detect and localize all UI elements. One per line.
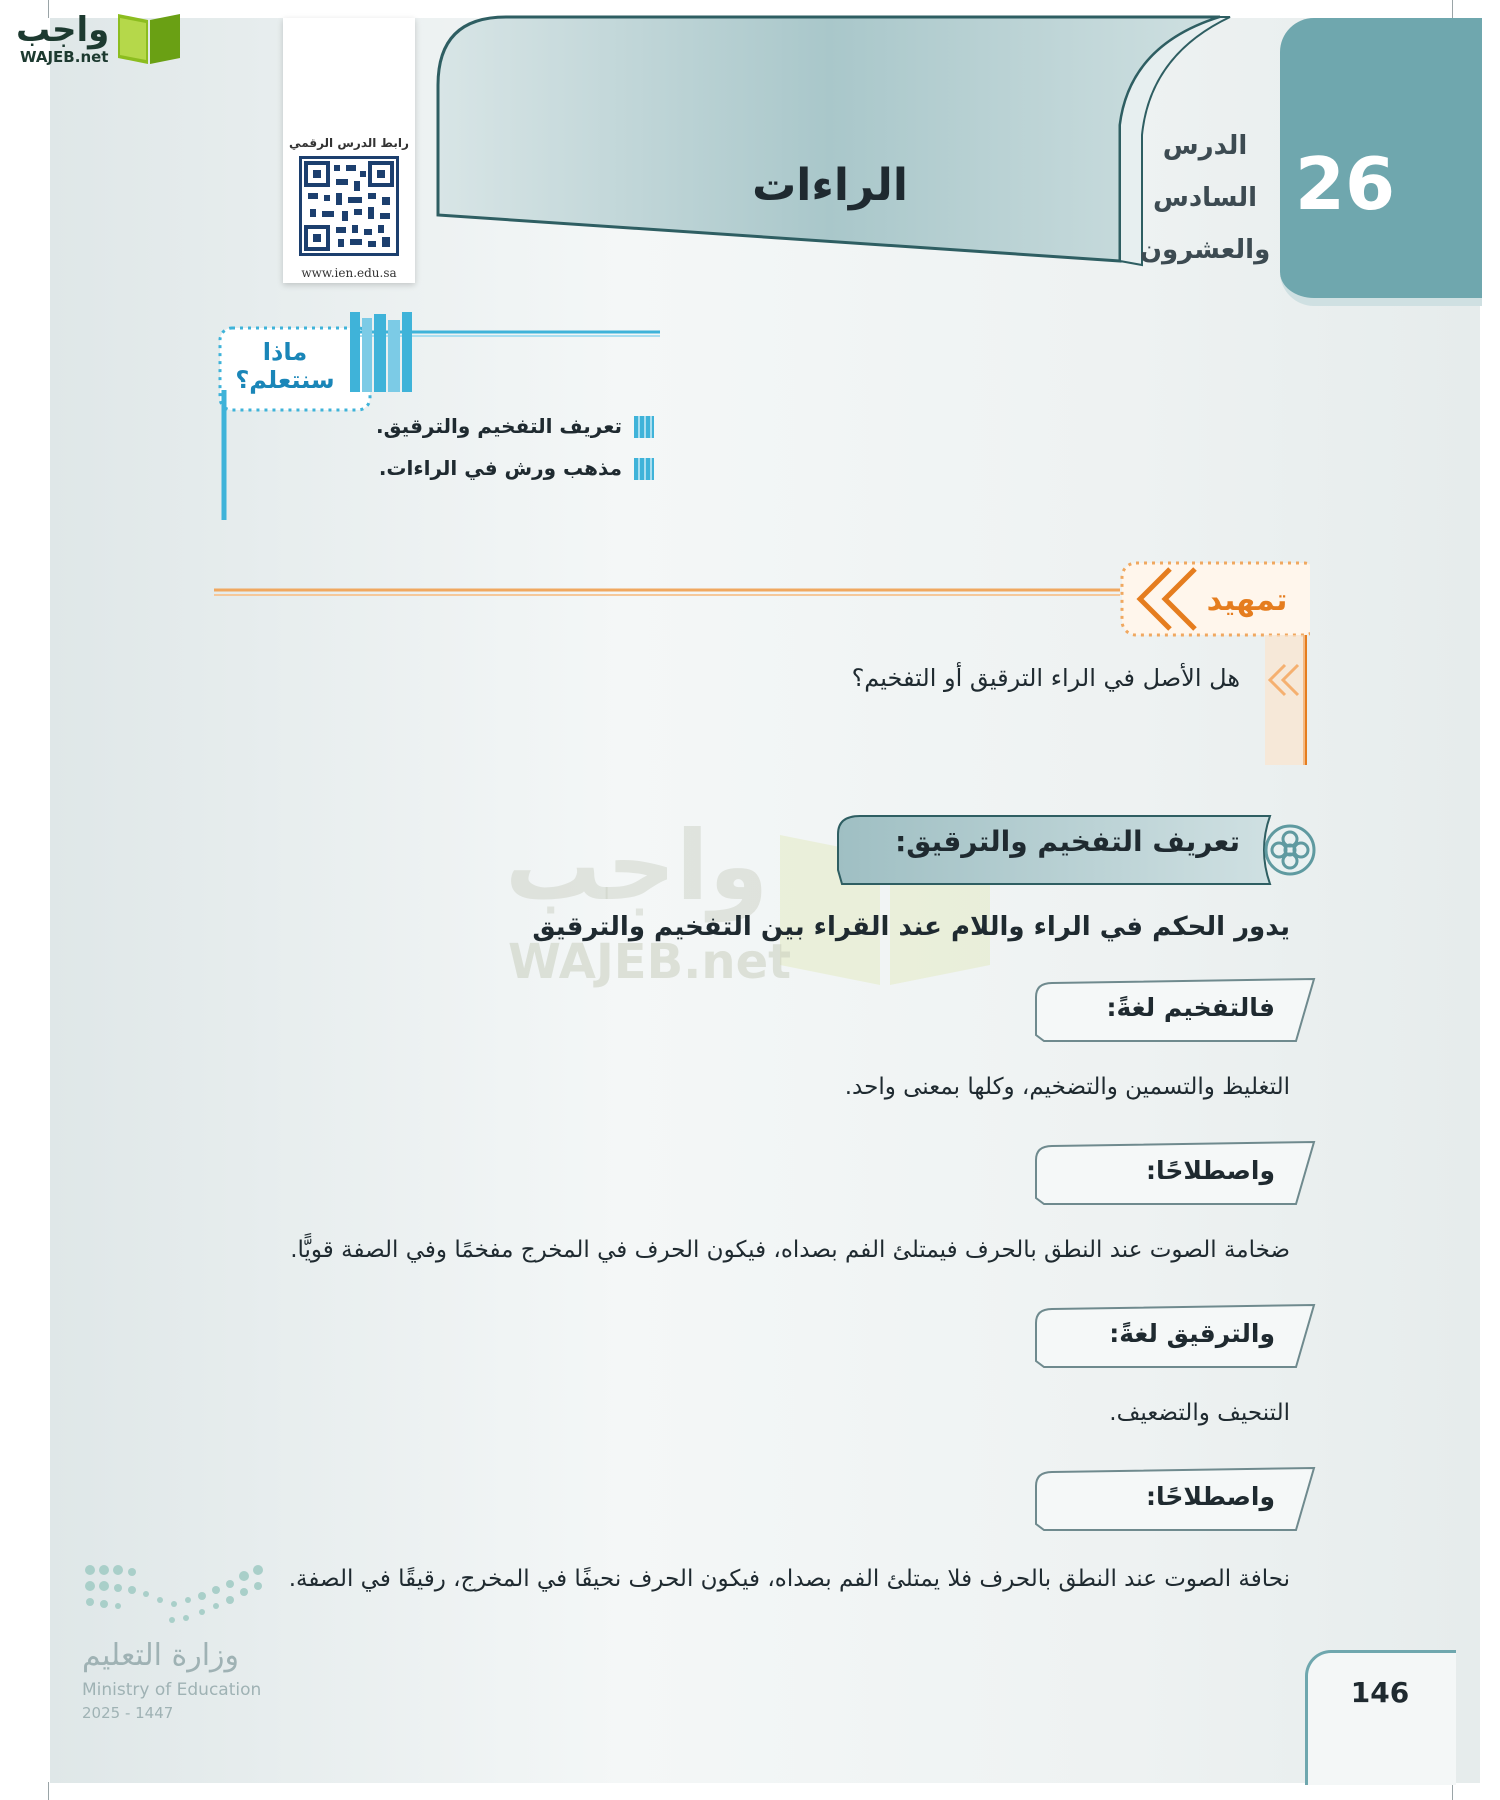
- intro-label: تمهيد: [1206, 583, 1288, 618]
- page-number: 146: [1350, 1676, 1410, 1709]
- ministry-year: 2025 - 1447: [82, 1704, 174, 1722]
- lesson-label-line: الدرس: [1162, 131, 1248, 161]
- objectives-title-line: ماذا: [262, 338, 308, 366]
- ministry-name-ar: وزارة التعليم: [82, 1638, 240, 1673]
- ministry-dots-icon: [82, 1560, 272, 1630]
- page-title: الراءات: [752, 160, 908, 211]
- objective-item: تعريف التفخيم والترقيق.: [376, 414, 622, 438]
- term-label: واصطلاحًا:: [1145, 1156, 1275, 1185]
- intro-question: هل الأصل في الراء الترقيق أو التفخيم؟: [851, 664, 1240, 692]
- objective-item: مذهب ورش في الراءات.: [378, 456, 622, 480]
- lesson-label-line: والعشرون: [1139, 235, 1271, 265]
- crop-mark: [48, 1782, 49, 1800]
- term-label: واصطلاحًا:: [1145, 1482, 1275, 1511]
- ministry-name-en: Ministry of Education: [82, 1680, 262, 1700]
- lesson-number: 26: [1294, 142, 1396, 226]
- flower-emblem-icon: [1266, 826, 1314, 874]
- lesson-label: [1135, 120, 1275, 276]
- objectives-title-line: سنتعلم؟: [235, 366, 335, 394]
- section-title: تعريف التفخيم والترقيق:: [895, 825, 1240, 858]
- lesson-label-line: السادس: [1152, 183, 1258, 213]
- qr-url[interactable]: www.ien.edu.sa: [301, 266, 397, 280]
- page-number-box: [1305, 1650, 1456, 1785]
- section-lead: يدور الحكم في الراء واللام عند القراء بين التفخيم والترقيق: [532, 912, 1290, 942]
- wajeb-logo[interactable]: [8, 6, 188, 66]
- objectives-title: [226, 338, 344, 394]
- bullet-icon: [634, 458, 654, 480]
- term-text: نحافة الصوت عند النطق بالحرف فلا يمتلئ الفم بصداه، فيكون الحرف نحيفًا في المخرج، رقيقًا في الصفة.: [288, 1566, 1290, 1592]
- watermark-text-en: WAJEB.net: [508, 934, 792, 990]
- qr-card[interactable]: [283, 18, 415, 283]
- term-text: التغليظ والتسمين والتضخيم، وكلها بمعنى واحد.: [844, 1074, 1290, 1100]
- logo-text-en: WAJEB.net: [20, 48, 109, 66]
- logo-text-ar: واجب: [16, 10, 110, 50]
- crop-mark: [1452, 0, 1453, 18]
- watermark-text-ar: واجب: [505, 810, 769, 922]
- bullet-icon: [634, 416, 654, 438]
- term-text: التنحيف والتضعيف.: [1109, 1400, 1290, 1426]
- qr-code-icon[interactable]: [299, 156, 399, 256]
- term-label: والترقيق لغةً:: [1109, 1319, 1275, 1348]
- term-text: ضخامة الصوت عند النطق بالحرف فيمتلئ الفم بصداه، فيكون الحرف في المخرج مفخمًا وفي الصفة قويًّا.: [290, 1237, 1290, 1263]
- term-label: فالتفخيم لغةً:: [1106, 993, 1275, 1022]
- books-icon: [350, 312, 412, 392]
- qr-label: رابط الدرس الرقمي: [289, 136, 409, 150]
